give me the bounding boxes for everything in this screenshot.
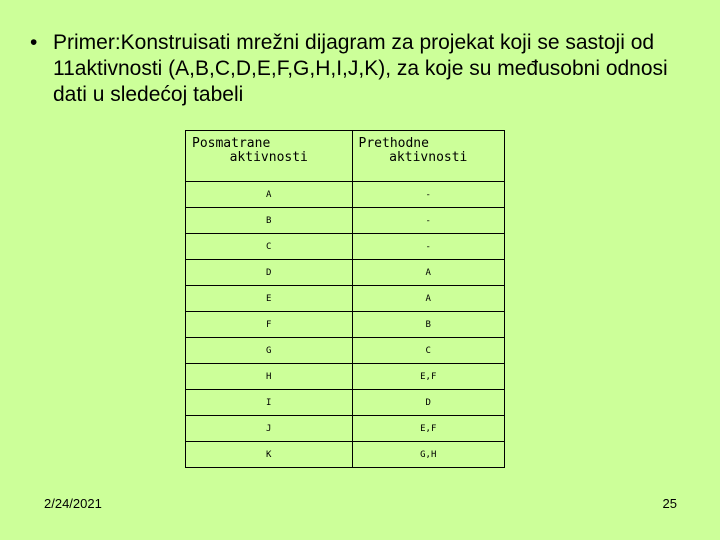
predecessor-cell: G,H	[352, 442, 504, 468]
activity-cell: E	[186, 286, 353, 312]
predecessor-cell: -	[352, 208, 504, 234]
table-row	[186, 416, 505, 442]
header-col1-line1: Posmatrane	[192, 136, 271, 151]
table-row	[186, 286, 505, 312]
header-col1-line2: aktivnosti	[229, 150, 308, 165]
intro-paragraph	[30, 30, 690, 108]
header-observed-activities	[186, 131, 353, 182]
header-col2-line1: Prethodne	[358, 136, 429, 151]
activity-cell: H	[186, 364, 353, 390]
activity-cell: K	[186, 442, 353, 468]
table-row	[186, 208, 505, 234]
bullet-marker: •	[30, 31, 38, 54]
header-preceding-activities	[352, 131, 504, 182]
table-row	[186, 260, 505, 286]
page-number: 25	[662, 496, 677, 511]
predecessor-cell: -	[352, 182, 504, 208]
activity-cell: F	[186, 312, 353, 338]
header-col2-line2: aktivnosti	[389, 150, 468, 165]
table-header-row	[186, 131, 505, 182]
table-row	[186, 182, 505, 208]
activity-cell: G	[186, 338, 353, 364]
predecessor-cell: -	[352, 234, 504, 260]
activity-table	[185, 130, 505, 468]
predecessor-cell: A	[352, 260, 504, 286]
activity-cell: D	[186, 260, 353, 286]
footer-date: 2/24/2021	[44, 496, 102, 511]
activity-cell: I	[186, 390, 353, 416]
table-row	[186, 234, 505, 260]
activity-cell: B	[186, 208, 353, 234]
table-row	[186, 390, 505, 416]
predecessor-cell: E,F	[352, 364, 504, 390]
table-row	[186, 338, 505, 364]
activity-cell: J	[186, 416, 353, 442]
activity-cell: C	[186, 234, 353, 260]
table-row	[186, 364, 505, 390]
activity-cell: A	[186, 182, 353, 208]
intro-text: Primer:Konstruisati mrežni dijagram za projekat koji se sastoji od 11aktivnosti (A,B,C,D,E,F,G,H,I,J,K), za koje su međusobni odnosi dati u sledećoj tabeli	[53, 31, 668, 106]
predecessor-cell: E,F	[352, 416, 504, 442]
predecessor-cell: C	[352, 338, 504, 364]
table-row	[186, 442, 505, 468]
predecessor-cell: B	[352, 312, 504, 338]
predecessor-cell: D	[352, 390, 504, 416]
table-row	[186, 312, 505, 338]
predecessor-cell: A	[352, 286, 504, 312]
